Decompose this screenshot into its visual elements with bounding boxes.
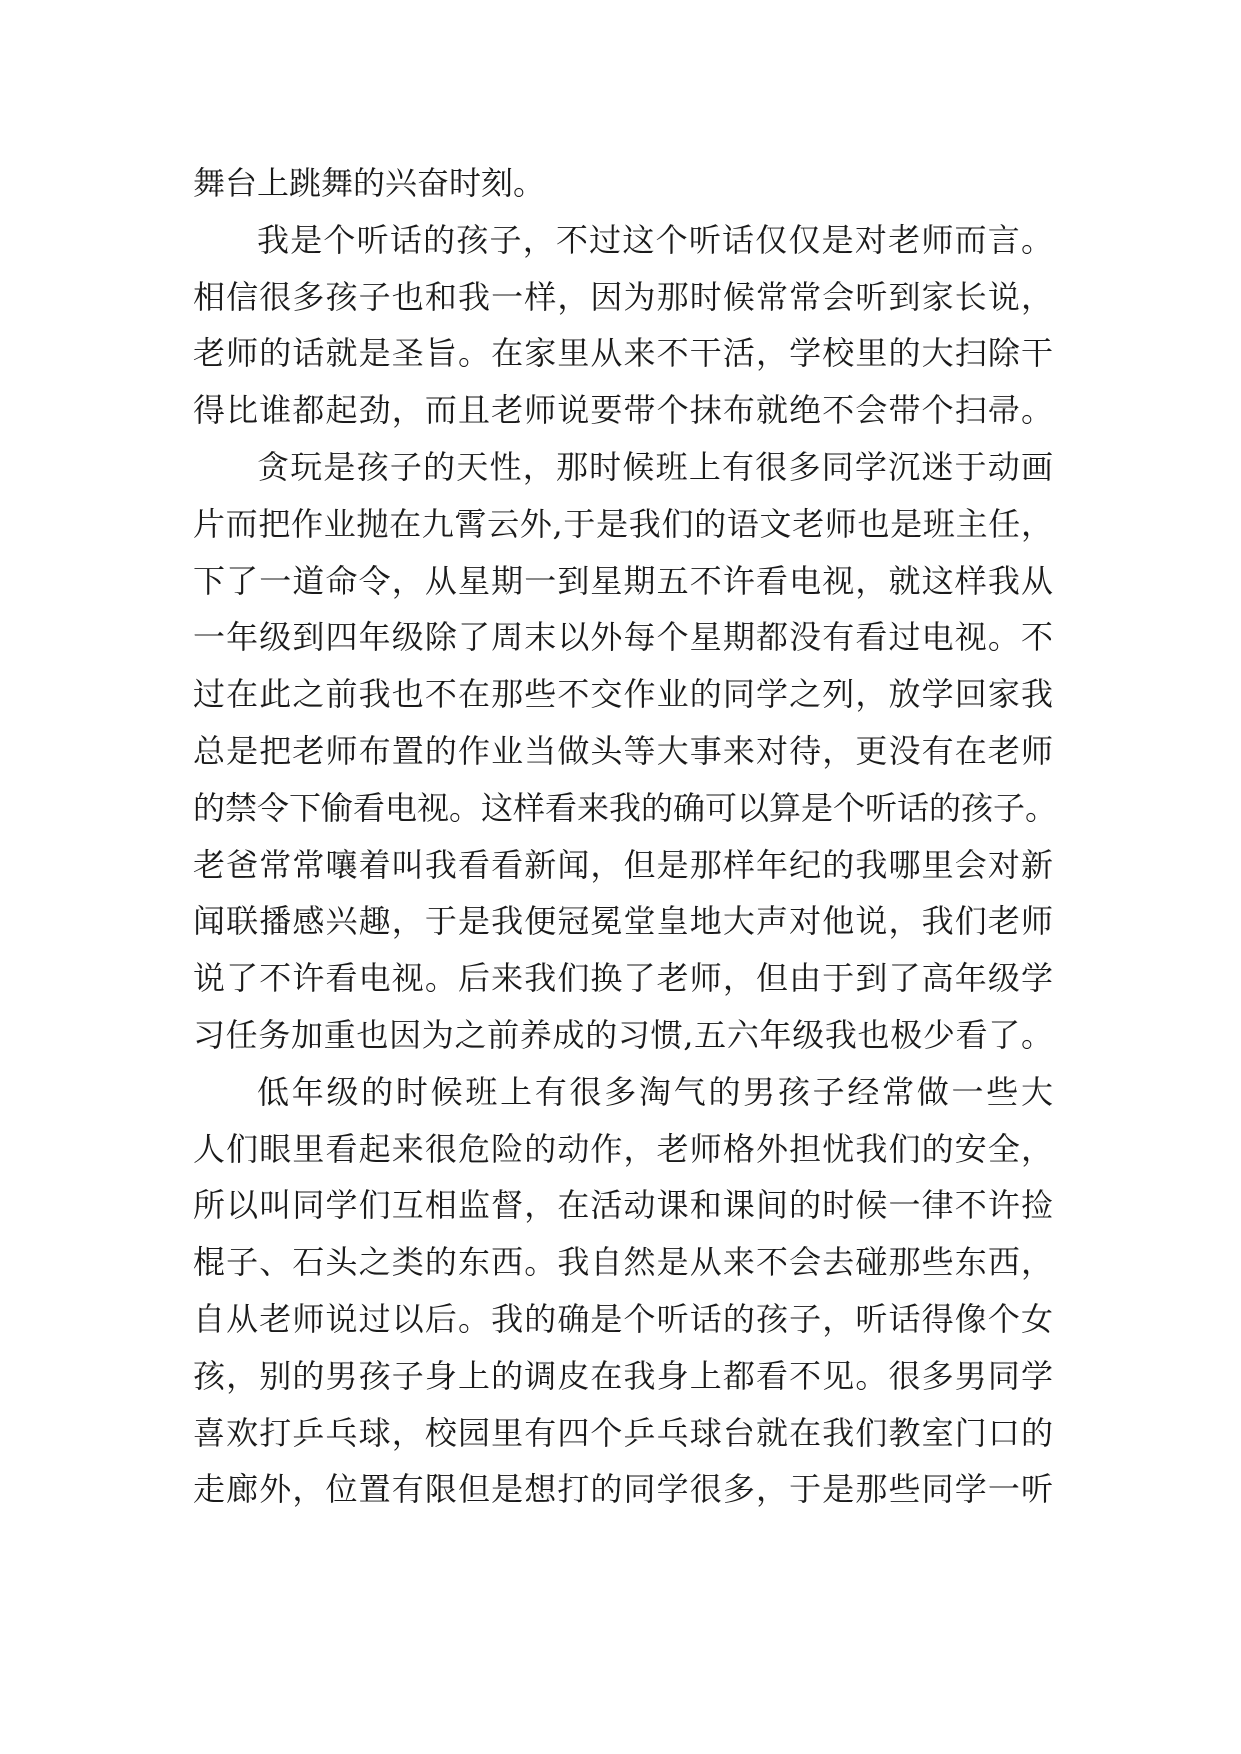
text-line: 得比谁都起劲，而且老师说要带个抹布就绝不会带个扫帚。 (193, 391, 1053, 430)
document-body (193, 155, 1058, 1518)
paragraph-first-line: 贪玩是孩子的天性，那时候班上有很多同学沉迷于动画 (257, 447, 1053, 486)
text-line: 下了一道命令，从星期一到星期五不许看电视，就这样我从 (193, 561, 1053, 600)
text-line: 相信很多孩子也和我一样，因为那时候常常会听到家长说， (193, 277, 1053, 316)
text-line: 过在此之前我也不在那些不交作业的同学之列，放学回家我 (193, 675, 1053, 714)
text-line: 习任务加重也因为之前养成的习惯,五六年级我也极少看了。 (193, 1015, 1053, 1054)
text-line: 舞台上跳舞的兴奋时刻。 (193, 164, 546, 202)
text-line: 老师的话就是圣旨。在家里从来不干活，学校里的大扫除干 (193, 334, 1053, 373)
text-line: 一年级到四年级除了周末以外每个星期都没有看过电视。不 (193, 618, 1053, 657)
text-line: 走廊外，位置有限但是想打的同学很多，于是那些同学一听 (193, 1470, 1053, 1509)
text-line: 人们眼里看起来很危险的动作，老师格外担忧我们的安全， (193, 1129, 1053, 1168)
text-line: 片而把作业抛在九霄云外,于是我们的语文老师也是班主任， (193, 504, 1053, 543)
text-line: 老爸常常嚷着叫我看看新闻，但是那样年纪的我哪里会对新 (193, 845, 1053, 884)
text-line: 闻联播感兴趣，于是我便冠冕堂皇地大声对他说，我们老师 (193, 902, 1053, 941)
text-line: 棍子、石头之类的东西。我自然是从来不会去碰那些东西， (193, 1243, 1053, 1282)
text-line: 总是把老师布置的作业当做头等大事来对待，更没有在老师 (193, 731, 1053, 770)
paragraph-first-line: 低年级的时候班上有很多淘气的男孩子经常做一些大 (257, 1072, 1053, 1111)
text-line: 的禁令下偷看电视。这样看来我的确可以算是个听话的孩子。 (193, 788, 1058, 827)
paragraph-first-line: 我是个听话的孩子，不过这个听话仅仅是对老师而言。 (257, 220, 1053, 259)
text-line: 喜欢打乒乓球，校园里有四个乒乓球台就在我们教室门口的 (193, 1413, 1053, 1452)
text-line: 孩，别的男孩子身上的调皮在我身上都看不见。很多男同学 (193, 1356, 1053, 1395)
text-line: 说了不许看电视。后来我们换了老师，但由于到了高年级学 (193, 959, 1053, 998)
text-line: 自从老师说过以后。我的确是个听话的孩子，听话得像个女 (193, 1299, 1053, 1338)
text-line: 所以叫同学们互相监督，在活动课和课间的时候一律不许捡 (193, 1186, 1053, 1225)
